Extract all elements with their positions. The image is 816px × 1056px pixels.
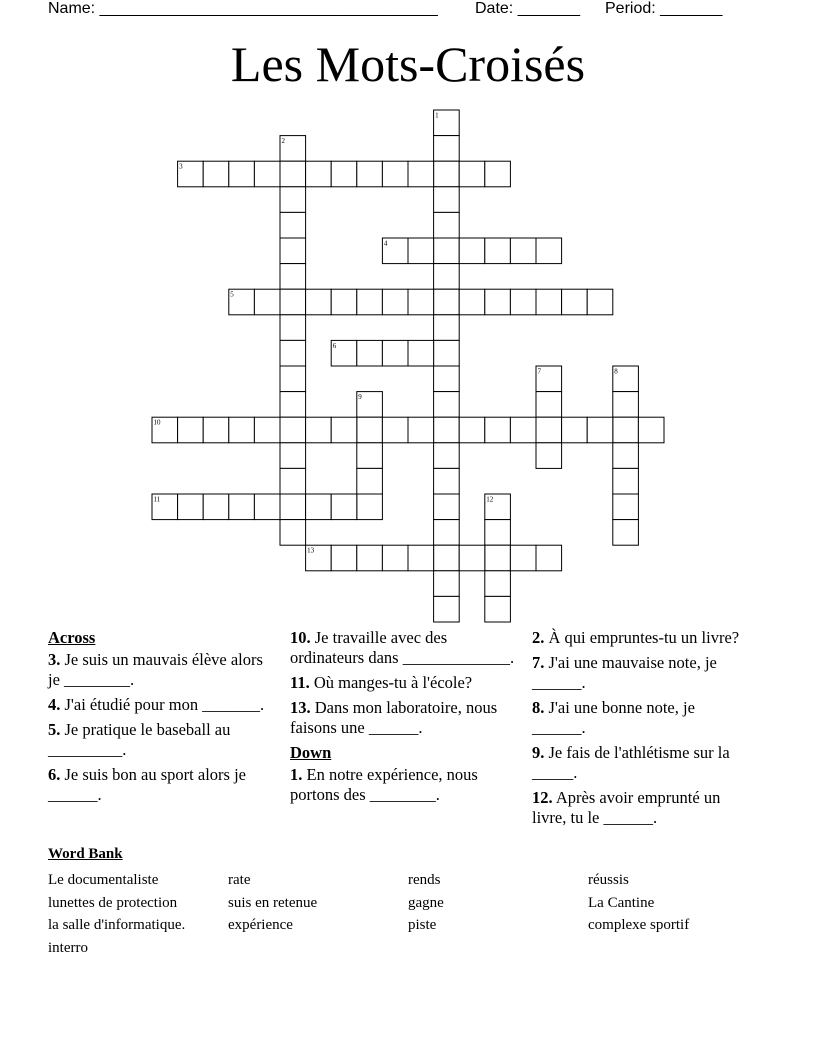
crossword-cell[interactable] [485, 571, 511, 597]
crossword-cell[interactable] [357, 545, 383, 571]
crossword-cell[interactable] [434, 289, 460, 315]
word-bank-column-1 [48, 869, 185, 959]
crossword-cell[interactable] [408, 340, 434, 366]
clue-column-1 [48, 628, 278, 810]
crossword-cell[interactable] [229, 161, 255, 187]
crossword-cell[interactable] [510, 417, 536, 443]
clue-number-label: 12 [486, 495, 494, 504]
clue-number-label: 1 [435, 111, 439, 120]
crossword-cell[interactable] [613, 468, 639, 494]
crossword-cell[interactable] [229, 494, 255, 520]
crossword-cell[interactable] [280, 340, 306, 366]
crossword-cell[interactable] [357, 417, 383, 443]
crossword-cell[interactable] [434, 340, 460, 366]
word-bank-column-2 [228, 869, 317, 937]
crossword-cell[interactable] [485, 238, 511, 264]
crossword-cell[interactable] [613, 392, 639, 418]
crossword-cell[interactable] [562, 417, 588, 443]
crossword-cell[interactable] [434, 315, 460, 341]
across-clue-5: 5. Je pratique le baseball au _________. [48, 720, 231, 759]
crossword-cell[interactable] [434, 494, 460, 520]
crossword-cell[interactable] [280, 212, 306, 238]
crossword-cell[interactable] [280, 366, 306, 392]
crossword-cell[interactable] [459, 545, 485, 571]
word-bank-item: la salle d'informatique. [48, 917, 186, 933]
crossword-cell[interactable] [203, 494, 229, 520]
crossword-cell[interactable] [613, 366, 639, 392]
across-clue-3: 3. Je suis un mauvais élève alors je ________. [48, 650, 263, 689]
crossword-cell[interactable] [331, 289, 357, 315]
crossword-cell[interactable] [254, 289, 280, 315]
crossword-cell[interactable] [459, 289, 485, 315]
crossword-cell[interactable] [280, 443, 306, 469]
word-bank-item: rends [408, 872, 441, 888]
crossword-cell[interactable] [382, 545, 408, 571]
crossword-cell[interactable] [434, 187, 460, 213]
word-bank-item: réussis [588, 872, 629, 888]
crossword-cell[interactable] [587, 417, 613, 443]
crossword-cell[interactable] [459, 161, 485, 187]
crossword-cell[interactable] [536, 238, 562, 264]
crossword-cell[interactable] [331, 545, 357, 571]
name-field[interactable]: Name: ______________________________________ [48, 0, 438, 17]
crossword-cell[interactable] [434, 443, 460, 469]
crossword-cell[interactable] [408, 417, 434, 443]
clue-number-label: 9 [358, 393, 362, 402]
word-bank-column-3 [408, 869, 444, 937]
across-clue-6: 6. Je suis bon au sport alors je ______. [48, 765, 246, 804]
crossword-cell[interactable] [331, 161, 357, 187]
crossword-cell[interactable] [638, 417, 664, 443]
crossword-cell[interactable] [280, 238, 306, 264]
crossword-cell[interactable] [203, 417, 229, 443]
crossword-cell[interactable] [280, 417, 306, 443]
period-field[interactable]: Period: _______ [605, 0, 723, 17]
crossword-cell[interactable] [357, 392, 383, 418]
across-clue-11: 11. Où manges-tu à l'école? [290, 673, 473, 692]
crossword-cell[interactable] [408, 161, 434, 187]
crossword-cell[interactable] [357, 468, 383, 494]
crossword-cell[interactable] [485, 520, 511, 546]
down-clue-8: 8. J'ai une bonne note, je ______. [532, 698, 695, 737]
crossword-cell[interactable] [280, 136, 306, 162]
crossword-cell[interactable] [408, 545, 434, 571]
crossword-cell[interactable] [357, 340, 383, 366]
word-bank-column-4 [588, 869, 689, 937]
word-bank-item: lunettes de protection [48, 894, 178, 911]
word-bank-item: rate [228, 872, 251, 888]
crossword-cell[interactable] [434, 468, 460, 494]
date-field[interactable]: Date: _______ [475, 0, 580, 17]
crossword-cell[interactable] [536, 417, 562, 443]
crossword-cell[interactable] [485, 417, 511, 443]
across-clue-4: 4. J'ai étudié pour mon _______. [48, 695, 265, 714]
crossword-cell[interactable] [536, 289, 562, 315]
crossword-cell[interactable] [434, 110, 460, 136]
crossword-cell[interactable] [536, 366, 562, 392]
word-bank-item: gagne [408, 894, 444, 911]
crossword-cell[interactable] [357, 161, 383, 187]
crossword-cell[interactable] [459, 417, 485, 443]
clue-number-label: 7 [537, 367, 541, 376]
crossword-cell[interactable] [280, 187, 306, 213]
crossword-cell[interactable] [408, 289, 434, 315]
crossword-cell[interactable] [331, 340, 357, 366]
crossword-cell[interactable] [434, 417, 460, 443]
clue-number-label: 11 [153, 495, 161, 504]
crossword-cell[interactable] [178, 494, 204, 520]
crossword-cell[interactable] [306, 494, 332, 520]
page-title: Les Mots-Croisés [230, 36, 586, 92]
crossword-cell[interactable] [434, 212, 460, 238]
crossword-cell[interactable] [434, 545, 460, 571]
crossword-cell[interactable] [203, 161, 229, 187]
crossword-cell[interactable] [613, 443, 639, 469]
clue-number-label: 10 [153, 418, 161, 427]
clue-number-label: 3 [179, 162, 183, 171]
crossword-cell[interactable] [280, 289, 306, 315]
crossword-cell[interactable] [434, 366, 460, 392]
crossword-cell[interactable] [613, 494, 639, 520]
student-info-header [48, 0, 788, 22]
across-heading: Across [48, 628, 96, 647]
crossword-cell[interactable] [613, 417, 639, 443]
down-clue-12: 12. Après avoir emprunté un livre, tu le ______. [532, 788, 721, 827]
crossword-cell[interactable] [536, 392, 562, 418]
crossword-cell[interactable] [382, 161, 408, 187]
crossword-cell[interactable] [510, 238, 536, 264]
clue-number-label: 4 [383, 239, 388, 248]
crossword-cell[interactable] [306, 545, 332, 571]
crossword-cell[interactable] [382, 238, 408, 264]
crossword-cell[interactable] [434, 136, 460, 162]
crossword-cell[interactable] [331, 494, 357, 520]
crossword-cell[interactable] [280, 468, 306, 494]
crossword-cell[interactable] [280, 161, 306, 187]
crossword-cell[interactable] [178, 417, 204, 443]
down-clue-1: 1. En notre expérience, nous portons des ________. [290, 765, 478, 804]
crossword-cell[interactable] [485, 161, 511, 187]
crossword-cell[interactable] [613, 520, 639, 546]
word-bank-item: expérience [228, 917, 293, 933]
crossword-cell[interactable] [229, 289, 255, 315]
crossword-cell[interactable] [357, 443, 383, 469]
crossword-cell[interactable] [485, 545, 511, 571]
crossword-cell[interactable] [434, 392, 460, 418]
word-bank-item: complexe sportif [588, 917, 690, 933]
crossword-cell[interactable] [306, 289, 332, 315]
crossword-cell[interactable] [434, 520, 460, 546]
crossword-cell[interactable] [306, 161, 332, 187]
clue-column-3 [532, 628, 742, 833]
crossword-cell[interactable] [536, 545, 562, 571]
crossword-cell[interactable] [280, 315, 306, 341]
crossword-cell[interactable] [280, 494, 306, 520]
crossword-cell[interactable] [485, 289, 511, 315]
word-bank-item: La Cantine [588, 894, 655, 911]
crossword-cell[interactable] [434, 571, 460, 597]
crossword-cell[interactable] [280, 392, 306, 418]
crossword-cell[interactable] [562, 289, 588, 315]
crossword-cell[interactable] [178, 161, 204, 187]
crossword-cell[interactable] [459, 238, 485, 264]
crossword-cell[interactable] [434, 161, 460, 187]
crossword-cell[interactable] [408, 238, 434, 264]
down-heading: Down [290, 743, 332, 762]
crossword-cell[interactable] [229, 417, 255, 443]
crossword-cell[interactable] [434, 264, 460, 290]
clue-column-2 [290, 628, 515, 810]
down-clue-9: 9. Je fais de l'athlétisme sur la _____. [532, 743, 730, 782]
word-bank-item: interro [48, 939, 88, 956]
crossword-cell[interactable] [382, 417, 408, 443]
word-bank-item: Le documentaliste [48, 872, 159, 888]
crossword-cell[interactable] [510, 289, 536, 315]
crossword-cell[interactable] [357, 494, 383, 520]
across-clue-10: 10. Je travaille avec des ordinateurs dans _____________. [290, 628, 515, 667]
word-bank-item: piste [408, 917, 437, 933]
clue-number-label: 2 [281, 137, 285, 146]
crossword-cell[interactable] [536, 443, 562, 469]
clue-number-label: 8 [614, 367, 618, 376]
down-clue-7: 7. J'ai une mauvaise note, je ______. [532, 653, 717, 692]
crossword-cell[interactable] [152, 417, 178, 443]
crossword-cell[interactable] [382, 289, 408, 315]
crossword-cell[interactable] [485, 596, 511, 622]
across-clue-13: 13. Dans mon laboratoire, nous faisons une ______. [290, 698, 498, 737]
crossword-cell[interactable] [587, 289, 613, 315]
word-bank-item: suis en retenue [228, 894, 318, 911]
crossword-cell[interactable] [280, 520, 306, 546]
crossword-cell[interactable] [382, 340, 408, 366]
clue-number-label: 6 [332, 341, 337, 350]
down-clue-2: 2. À qui empruntes-tu un livre? [532, 628, 740, 647]
clue-number-label: 5 [230, 290, 234, 299]
crossword-cell[interactable] [152, 494, 178, 520]
crossword-cell[interactable] [485, 494, 511, 520]
crossword-cell[interactable] [306, 417, 332, 443]
clue-number-label: 13 [307, 546, 315, 555]
crossword-cell[interactable] [254, 161, 280, 187]
word-bank-heading: Word Bank [48, 846, 123, 862]
crossword-cell[interactable] [254, 417, 280, 443]
crossword-cell[interactable] [434, 238, 460, 264]
crossword-cell[interactable] [254, 494, 280, 520]
crossword-cell[interactable] [331, 417, 357, 443]
crossword-cell[interactable] [434, 596, 460, 622]
crossword-cell[interactable] [510, 545, 536, 571]
crossword-cell[interactable] [280, 264, 306, 290]
crossword-cell[interactable] [357, 289, 383, 315]
